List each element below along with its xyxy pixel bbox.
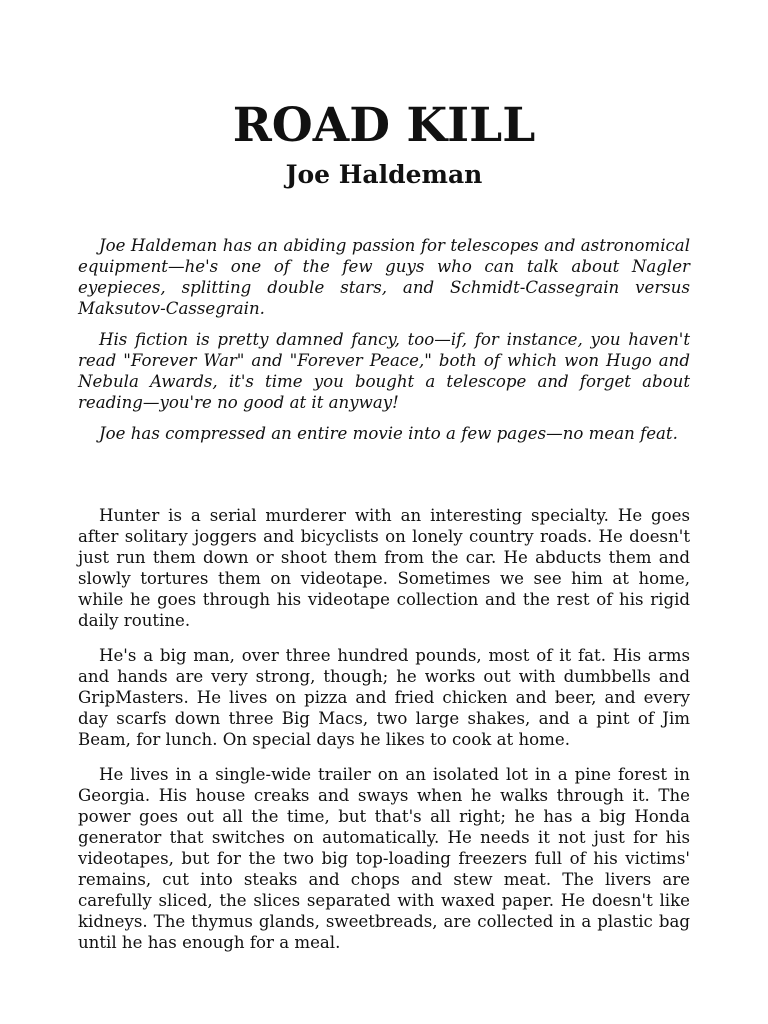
editor-introduction	[78, 235, 690, 454]
intro-paragraph: His fiction is pretty damned fancy, too—if, for instance, you haven't read "Forever War" and "Forever Peace," both of which won Hugo and Nebula Awards, it's time you bought a telescope and forget about reading—you're no good at it anyway!	[78, 330, 690, 412]
story-paragraph: He's a big man, over three hundred pounds, most of it fat. His arms and hands are very strong, though; he works out with dumbbells and GripMasters. He lives on pizza and fried chicken and beer, and every day scarfs down three Big Macs, two large shakes, and a pint of Jim Beam, for lunch. On special days he likes to cook at home.	[78, 646, 690, 749]
intro-paragraph: Joe has compressed an entire movie into a few pages—no mean feat.	[99, 424, 678, 443]
story-paragraph: Hunter is a serial murderer with an interesting specialty. He goes after solitary joggers and bicyclists on lonely country roads. He doesn't just run them down or shoot them from the car. He abducts them and slowly tortures them on videotape. Sometimes we see him at home, while he goes through his videotape collection and the rest of his rigid daily routine.	[78, 506, 690, 630]
story-title: ROAD KILL	[232, 98, 536, 153]
author-name: Joe Haldeman	[285, 160, 483, 189]
intro-paragraph: Joe Haldeman has an abiding passion for telescopes and astronomical equipment—he's one of the few guys who can talk about Nagler eyepieces, splitting double stars, and Schmidt-Cassegrain versus Maksutov-Cassegrain.	[78, 236, 690, 318]
story-paragraph: He lives in a single-wide trailer on an isolated lot in a pine forest in Georgia. His house creaks and sways when he walks through it. The power goes out all the time, but that's all right; he has a big Honda generator that switches on automatically. He needs it not just for his videotapes, but for the two big top-loading freezers full of his victims' remains, cut into steaks and chops and stew meat. The livers are carefully sliced, the slices separated with waxed paper. He doesn't like kidneys. The thymus glands, sweetbreads, are collected in a plastic bag until he has enough for a meal.	[78, 765, 690, 952]
story-body	[78, 505, 690, 967]
